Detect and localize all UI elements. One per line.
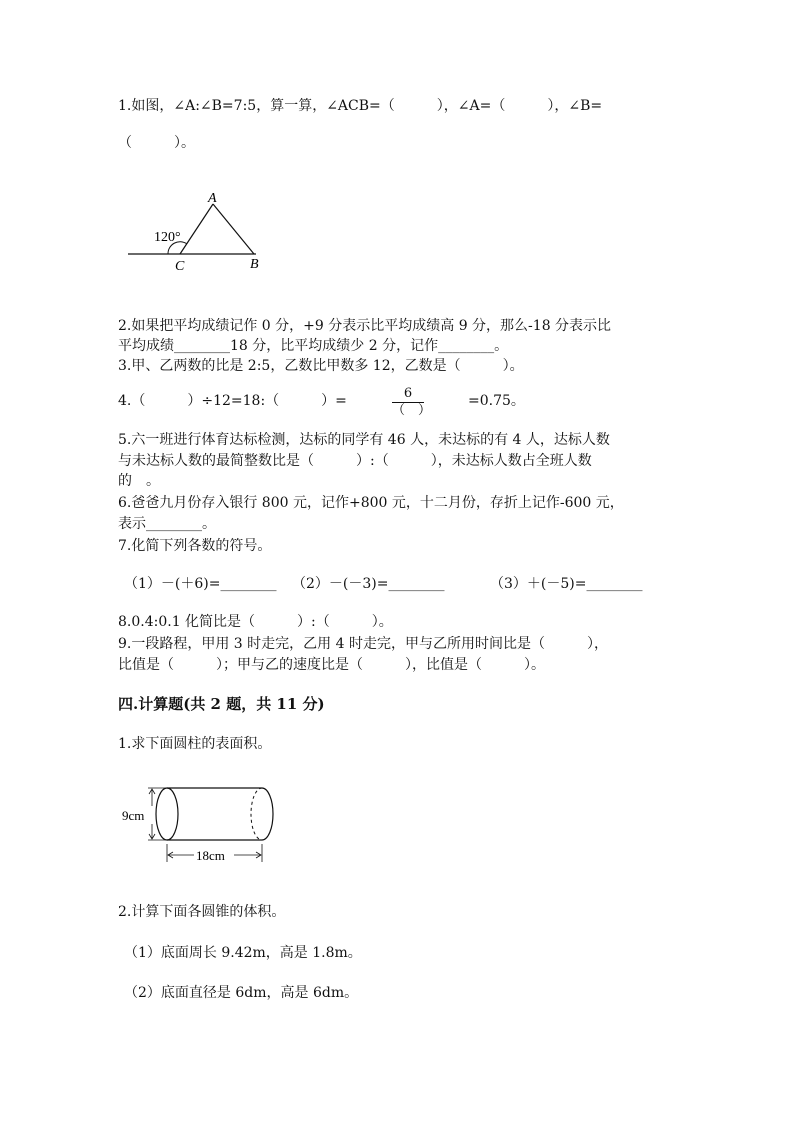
c2-sub1: （1）底面周长 9.42m，高是 1.8m。 xyxy=(124,945,362,961)
q5-line2: 与未达标人数的最简整数比是（ ）:（ ），未达标人数占全班人数 xyxy=(118,453,592,469)
cylinder-figure xyxy=(118,782,280,866)
q5-line1: 5.六一班进行体育达标检测，达标的同学有 46 人，未达标的有 4 人，达标人数 xyxy=(118,432,610,448)
q6-line2: 表示________。 xyxy=(118,516,216,532)
c1-line1: 1.求下面圆柱的表面积。 xyxy=(118,736,272,752)
q1-line1: 1.如图，∠A:∠B=7:5，算一算，∠ACB=（ ），∠A=（ ），∠B= xyxy=(118,98,603,114)
vertex-c-label: C xyxy=(175,259,185,272)
q7-part2: （2）－(－3)=________ xyxy=(292,576,445,592)
q4-right: =0.75。 xyxy=(468,393,525,409)
q9-line1: 9.一段路程，甲用 3 时走完，乙用 4 时走完，甲与乙所用时间比是（ ）， xyxy=(118,636,608,652)
q4-fraction xyxy=(392,386,432,419)
q9-line2: 比值是（ ）；甲与乙的速度比是（ ），比值是（ ）。 xyxy=(118,657,545,673)
q1-line2: （ ）。 xyxy=(118,135,195,151)
length-label: 18cm xyxy=(196,848,225,863)
q5-line3: 的 。 xyxy=(118,473,160,489)
fraction-numerator: 6 xyxy=(403,386,413,401)
q7-part3: （3）＋(－5)=________ xyxy=(490,576,643,592)
fraction-denominator: （ ） xyxy=(392,403,432,418)
section-heading: 四.计算题(共 2 题，共 11 分) xyxy=(118,695,325,713)
c2-sub2: （2）底面直径是 6dm，高是 6dm。 xyxy=(124,985,359,1001)
q2-line1: 2.如果把平均成绩记作 0 分，+9 分表示比平均成绩高 9 分，那么-18 分表示比 xyxy=(118,318,612,334)
triangle-figure xyxy=(124,190,274,272)
vertex-b-label: B xyxy=(250,257,259,272)
q4-left: 4.（ ）÷12=18:（ ）= xyxy=(118,393,347,409)
c2-line1: 2.计算下面各圆锥的体积。 xyxy=(118,904,286,920)
angle-label: 120° xyxy=(154,230,181,245)
height-label: 9cm xyxy=(122,808,145,823)
q3-line1: 3.甲、乙两数的比是 2:5，乙数比甲数多 12，乙数是（ ）。 xyxy=(118,358,524,374)
vertex-a-label: A xyxy=(208,191,217,206)
q8-line1: 8.0.4:0.1 化简比是（ ）:（ ）。 xyxy=(118,614,393,630)
q6-line1: 6.爸爸九月份存入银行 800 元，记作+800 元，十二月份，存折上记作-600 元， xyxy=(118,495,624,511)
q7-part1: （1）－(＋6)=________ xyxy=(124,576,277,592)
q7-line1: 7.化简下列各数的符号。 xyxy=(118,538,272,554)
q2-line2: 平均成绩________18 分，比平均成绩少 2 分，记作________。 xyxy=(118,338,509,354)
